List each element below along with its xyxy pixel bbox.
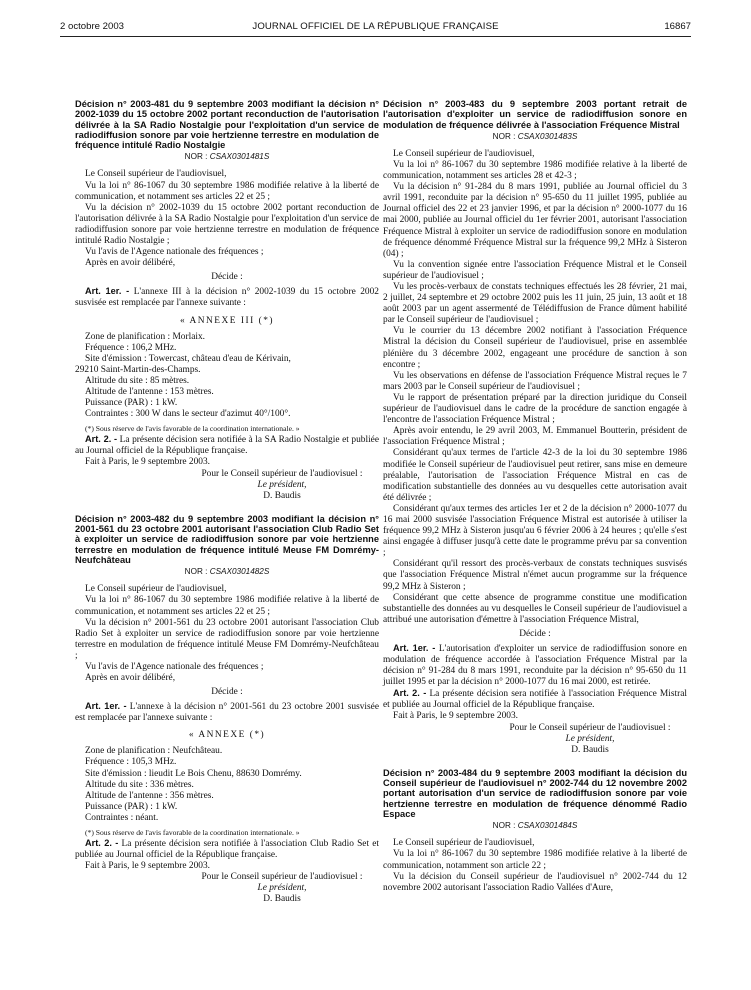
signature-line: Pour le Conseil supérieur de l'audiovisuel :	[201, 468, 363, 479]
header-journal-title: JOURNAL OFFICIEL DE LA RÉPUBLIQUE FRANÇAISE	[252, 21, 499, 32]
article-1	[383, 643, 687, 688]
decide-heading: Décide :	[211, 272, 243, 283]
annex-line: Puissance (PAR) : 1 kW.	[85, 801, 178, 812]
preamble: Le Conseil supérieur de l'audiovisuel,	[85, 584, 227, 595]
signature-line: Pour le Conseil supérieur de l'audiovisuel :	[201, 872, 363, 883]
annex-line: Fréquence : 106,2 MHz.	[85, 342, 177, 353]
signature-date: Fait à Paris, le 9 septembre 2003.	[85, 457, 210, 468]
article-label: Art. 2. -	[85, 838, 119, 848]
annex-line: Altitude de l'antenne : 356 mètres.	[85, 790, 214, 801]
nor-code: CSAX0301483S	[517, 131, 578, 141]
annex-line: Puissance (PAR) : 1 kW.	[85, 398, 178, 409]
preamble: Le Conseil supérieur de l'audiovisuel,	[85, 169, 227, 180]
section-gap	[383, 756, 687, 768]
considerant: Considérant que cette absence de programme constitue une modification substantielle des données au vu desquelles le Conseil supérieur de l'audiovisuel a attribué une autorisation d'émettre à l'association Fréquence Mistral,	[383, 592, 687, 625]
page-header	[60, 21, 691, 35]
visa: Vu la loi n° 86-1067 du 30 septembre 1986 modifiée relative à la liberté de communication, et notamment ses articles 22 et 25 ;	[75, 180, 379, 202]
visa: Vu la décision n° 2001-561 du 23 octobre 2001 autorisant l'association Club Radio Set à exploiter un service de radiodiffusion sonore par voie hertzienne terrestre en modulation de fréquence intitulé Meuse FM Domrémy-Neufchâteau ;	[75, 617, 379, 661]
nor-label: NOR :	[184, 152, 208, 162]
visa: Vu la loi n° 86-1067 du 30 septembre 1986 modifiée relative à la liberté de communication, notamment ses articles 28 et 42-3 ;	[383, 159, 687, 182]
visa: Vu la décision du Conseil supérieur de l'audiovisuel n° 2002-744 du 12 novembre 2002 autorisant l'association Radio Vallées d'Aure,	[383, 871, 687, 893]
annex-line: Zone de planification : Morlaix.	[85, 331, 206, 342]
article-text: La présente décision sera notifiée à l'association Fréquence Mistral et publiée au Journal officiel de la République française.	[383, 689, 688, 711]
visa: Vu les observations en défense de l'association Fréquence Mistral reçues le 7 mars 2003 par le Conseil supérieur de l'audiovisuel ;	[383, 370, 687, 392]
preamble: Le Conseil supérieur de l'audiovisuel,	[393, 838, 535, 849]
article-label: Art. 1er. -	[85, 701, 127, 712]
annex-line: Contraintes : 300 W dans le secteur d'azimut 40°/100°.	[85, 409, 291, 420]
decision-2003-482	[75, 514, 379, 906]
section-gap	[75, 502, 379, 514]
annex-line: 29210 Saint-Martin-des-Champs.	[75, 364, 201, 375]
visa: Vu le rapport de présentation préparé par la direction juridique du Conseil supérieur de l'audiovisuel dans le cadre de la procédure de sanction engagée à l'encontre de l'association Fréquence Mistral ;	[383, 392, 687, 426]
visa: Vu la décision n° 91-284 du 8 mars 1991, publiée au Journal officiel du 3 avril 1991, reconduite par la décision n° 95-650 du 11 juillet 1995, publiée au Journal officiel des 22 et 23 janvier 1996, et par la décision n° 2000-1077 du 16 mai 2000, publiée au Journal officiel du 1er février 2001, autorisant l'association Fréquence Mistral à exploiter un service de radiodiffusion sonore en modulation de fréquence dénommé Fréquence Mistral sur la fréquence 99,2 MHz à Sisteron (04) ;	[383, 182, 687, 259]
annex-line: Altitude de l'antenne : 153 mètres.	[85, 386, 214, 397]
header-page-number: 16867	[664, 21, 691, 32]
article-2	[75, 434, 379, 457]
article-1	[75, 701, 379, 724]
annex-footnote: (*) Sous réserve de l'avis favorable de la coordination internationale. »	[85, 424, 300, 434]
visa: Vu la convention signée entre l'association Fréquence Mistral et le Conseil supérieur de l'audiovisuel ;	[383, 259, 687, 281]
annex-line: Contraintes : néant.	[85, 812, 159, 823]
nor-code: CSAX0301484S	[517, 821, 578, 831]
annex-heading: « ANNEXE (*)	[188, 730, 266, 741]
signature-date: Fait à Paris, le 9 septembre 2003.	[393, 711, 518, 722]
decision-2003-481	[75, 99, 379, 502]
visa: Vu le courrier du 13 décembre 2002 notifiant à l'association Fréquence Mistral la décision du Conseil supérieur de l'audiovisuel, prise en assemblée plénière du 3 décembre 2002, engageant une procédure de sanction à son encontre ;	[383, 326, 687, 370]
nor-reference	[383, 820, 687, 831]
visa: Vu l'avis de l'Agence nationale des fréquences ;	[85, 247, 264, 258]
visa: Vu la décision n° 2002-1039 du 15 octobre 2002 portant reconduction de l'autorisation délivrée à la SA Radio Nostalgie pour l'exploitation d'un service de radiodiffusion sonore par voie hertzienne terrestre en modulation de fréquence intitulé Radio Nostalgie ;	[75, 202, 379, 247]
annex-line: Altitude du site : 336 mètres.	[85, 779, 194, 790]
nor-code: CSAX0301482S	[209, 567, 270, 577]
right-column	[383, 99, 687, 894]
nor-reference	[75, 151, 379, 162]
decide-heading: Décide :	[211, 687, 243, 698]
annex-line: Site d'émission : Towercast, château d'eau de Kérivain,	[85, 353, 291, 364]
article-2	[75, 838, 379, 861]
preamble: Le Conseil supérieur de l'audiovisuel,	[393, 148, 535, 159]
decision-title: Décision n° 2003-481 du 9 septembre 2003 modifiant la décision n° 2002-1039 du 15 octobre 2002 portant reconduction de l'autorisation délivrée à la SA Radio Nostalgie pour l'exploitation d'un service de radiodiffusion sonore par voie hertzienne terrestre en modulation de fréquence intitulé Radio Nostalgie	[75, 99, 379, 151]
annex-heading: « ANNEXE III (*)	[179, 315, 275, 326]
signature-name: D. Baudis	[263, 490, 301, 501]
article-label: Art. 1er. -	[85, 286, 130, 297]
article-2	[383, 688, 687, 711]
signature-name: D. Baudis	[571, 744, 609, 755]
visa: Après avoir entendu, le 29 avril 2003, M. Emmanuel Boutterin, président de l'association Fréquence Mistral ;	[383, 426, 687, 448]
visa: Après en avoir délibéré,	[85, 258, 176, 269]
article-text: La présente décision sera notifiée à la SA Radio Nostalgie et publiée au Journal officiel de la République française.	[75, 435, 379, 457]
signature-title: Le président,	[565, 733, 615, 744]
considerant: Considérant qu'aux termes des articles 1er et 2 de la décision n° 2000-1077 du 16 mai 2000 susvisée l'association Fréquence Mistral est autorisée à utiliser la fréquence 99,2 MHz à Sisteron jusqu'au 6 février 2006 à 24 heures ; qu'elle s'est ainsi engagée à diffuser jusqu'à cette date le programme prévu par sa convention ;	[383, 503, 687, 559]
decision-2003-484	[383, 768, 687, 894]
article-text: L'annexe à la décision n° 2001-561 du 23 octobre 2001 susvisée est remplacée par l'annexe suivante :	[75, 702, 380, 724]
article-text: La présente décision sera notifiée à l'association Club Radio Set et publiée au Journal officiel de la République française.	[75, 839, 380, 861]
visa: Vu la loi n° 86-1067 du 30 septembre 1986 modifiée relative à la liberté de communication, notamment son article 22 ;	[383, 849, 687, 871]
signature-title: Le président,	[257, 883, 307, 894]
decision-title: Décision n° 2003-482 du 9 septembre 2003 modifiant la décision n° 2001-561 du 23 octobre 2001 autorisant l'association Club Radio Set à exploiter un service de radiodiffusion sonore par voie hertzienne terrestre en modulation de fréquence intitulé Meuse FM Domrémy-Neufchâteau	[75, 513, 379, 566]
signature-name: D. Baudis	[263, 894, 301, 905]
article-text: L'annexe III à la décision n° 2002-1039 du 15 octobre 2002 susvisée est remplacée par l'annexe suivante :	[75, 287, 379, 309]
annex-line: Fréquence : 105,3 MHz.	[85, 757, 177, 768]
article-label: Art. 2. -	[393, 688, 427, 699]
nor-code: CSAX0301481S	[209, 152, 270, 162]
article-1	[75, 286, 379, 309]
annex-footnote: (*) Sous réserve de l'avis favorable de la coordination internationale. »	[85, 828, 300, 837]
annex-line: Site d'émission : lieudit Le Bois Chenu, 88630 Domrémy.	[85, 768, 302, 779]
decide-heading: Décide :	[519, 628, 551, 639]
considerant: Considérant qu'il ressort des procès-verbaux de constats techniques susvisés que l'association Fréquence Mistral n'émet aucun programme sur la fréquence 99,2 MHz à Sisteron ;	[383, 559, 687, 592]
annex-line: Altitude du site : 85 mètres.	[85, 375, 190, 386]
article-text: L'autorisation d'exploiter un service de radiodiffusion sonore en modulation de fréquence accordée à l'association Fréquence Mistral par la décision n° 91-284 du 8 mars 1991, reconduite par la décision n° 95-650 du 11 juillet 1995 et par la décision n° 2000-1077 du 16 mai 2000, est retirée.	[383, 643, 687, 688]
nor-reference	[383, 131, 687, 142]
left-column	[75, 99, 379, 906]
visa: Vu les procès-verbaux de constats techniques effectués les 28 février, 21 mai, 2 juillet, 24 septembre et 29 octobre 2002 puis les 11 juin, 25 juin, 13 août et 18 août 2003 par un agent assermenté de Télédiffusion de France dûment habilité par le Conseil supérieur de l'audiovisuel ;	[383, 282, 687, 326]
header-date: 2 octobre 2003	[60, 21, 125, 32]
nor-label: NOR :	[492, 131, 516, 141]
article-label: Art. 2. -	[85, 434, 118, 445]
visa: Vu l'avis de l'Agence nationale des fréquences ;	[85, 661, 264, 672]
header-rule	[60, 36, 691, 37]
signature-date: Fait à Paris, le 9 septembre 2003.	[85, 861, 210, 872]
nor-label: NOR :	[492, 821, 516, 831]
article-label: Art. 1er. -	[393, 642, 436, 653]
signature-title: Le président,	[257, 479, 307, 490]
decision-2003-483	[383, 99, 687, 756]
decision-title: Décision n° 2003-484 du 9 septembre 2003 modifiant la décision du Conseil supérieur de l'audiovisuel n° 2002-744 du 12 novembre 2002 portant autorisation d'un service de radiodiffusion sonore par voie hertzienne terrestre en modulation de fréquence dénommé Radio Espace	[383, 767, 687, 820]
nor-reference	[75, 566, 379, 577]
considerant: Considérant qu'aux termes de l'article 42-3 de la loi du 30 septembre 1986 modifiée le Conseil supérieur de l'audiovisuel peut retirer, sans mise en demeure préalable, l'autorisation de l'association Fréquence Mistral en cas de modification substantielle des données au vu desquelles cette autorisation avait été délivrée ;	[383, 448, 687, 503]
signature-line: Pour le Conseil supérieur de l'audiovisuel :	[509, 722, 671, 733]
visa: Après en avoir délibéré,	[85, 673, 176, 684]
visa: Vu la loi n° 86-1067 du 30 septembre 1986 modifiée relative à la liberté de communication, et notamment ses articles 22 et 25 ;	[75, 595, 379, 617]
decision-title: Décision n° 2003-483 du 9 septembre 2003 portant retrait de l'autorisation d'exploiter un service de radiodiffusion sonore en modulation de fréquence délivrée à l'association Fréquence Mistral	[383, 99, 687, 130]
annex-line: Zone de planification : Neufchâteau.	[85, 746, 223, 757]
nor-label: NOR :	[184, 567, 208, 577]
